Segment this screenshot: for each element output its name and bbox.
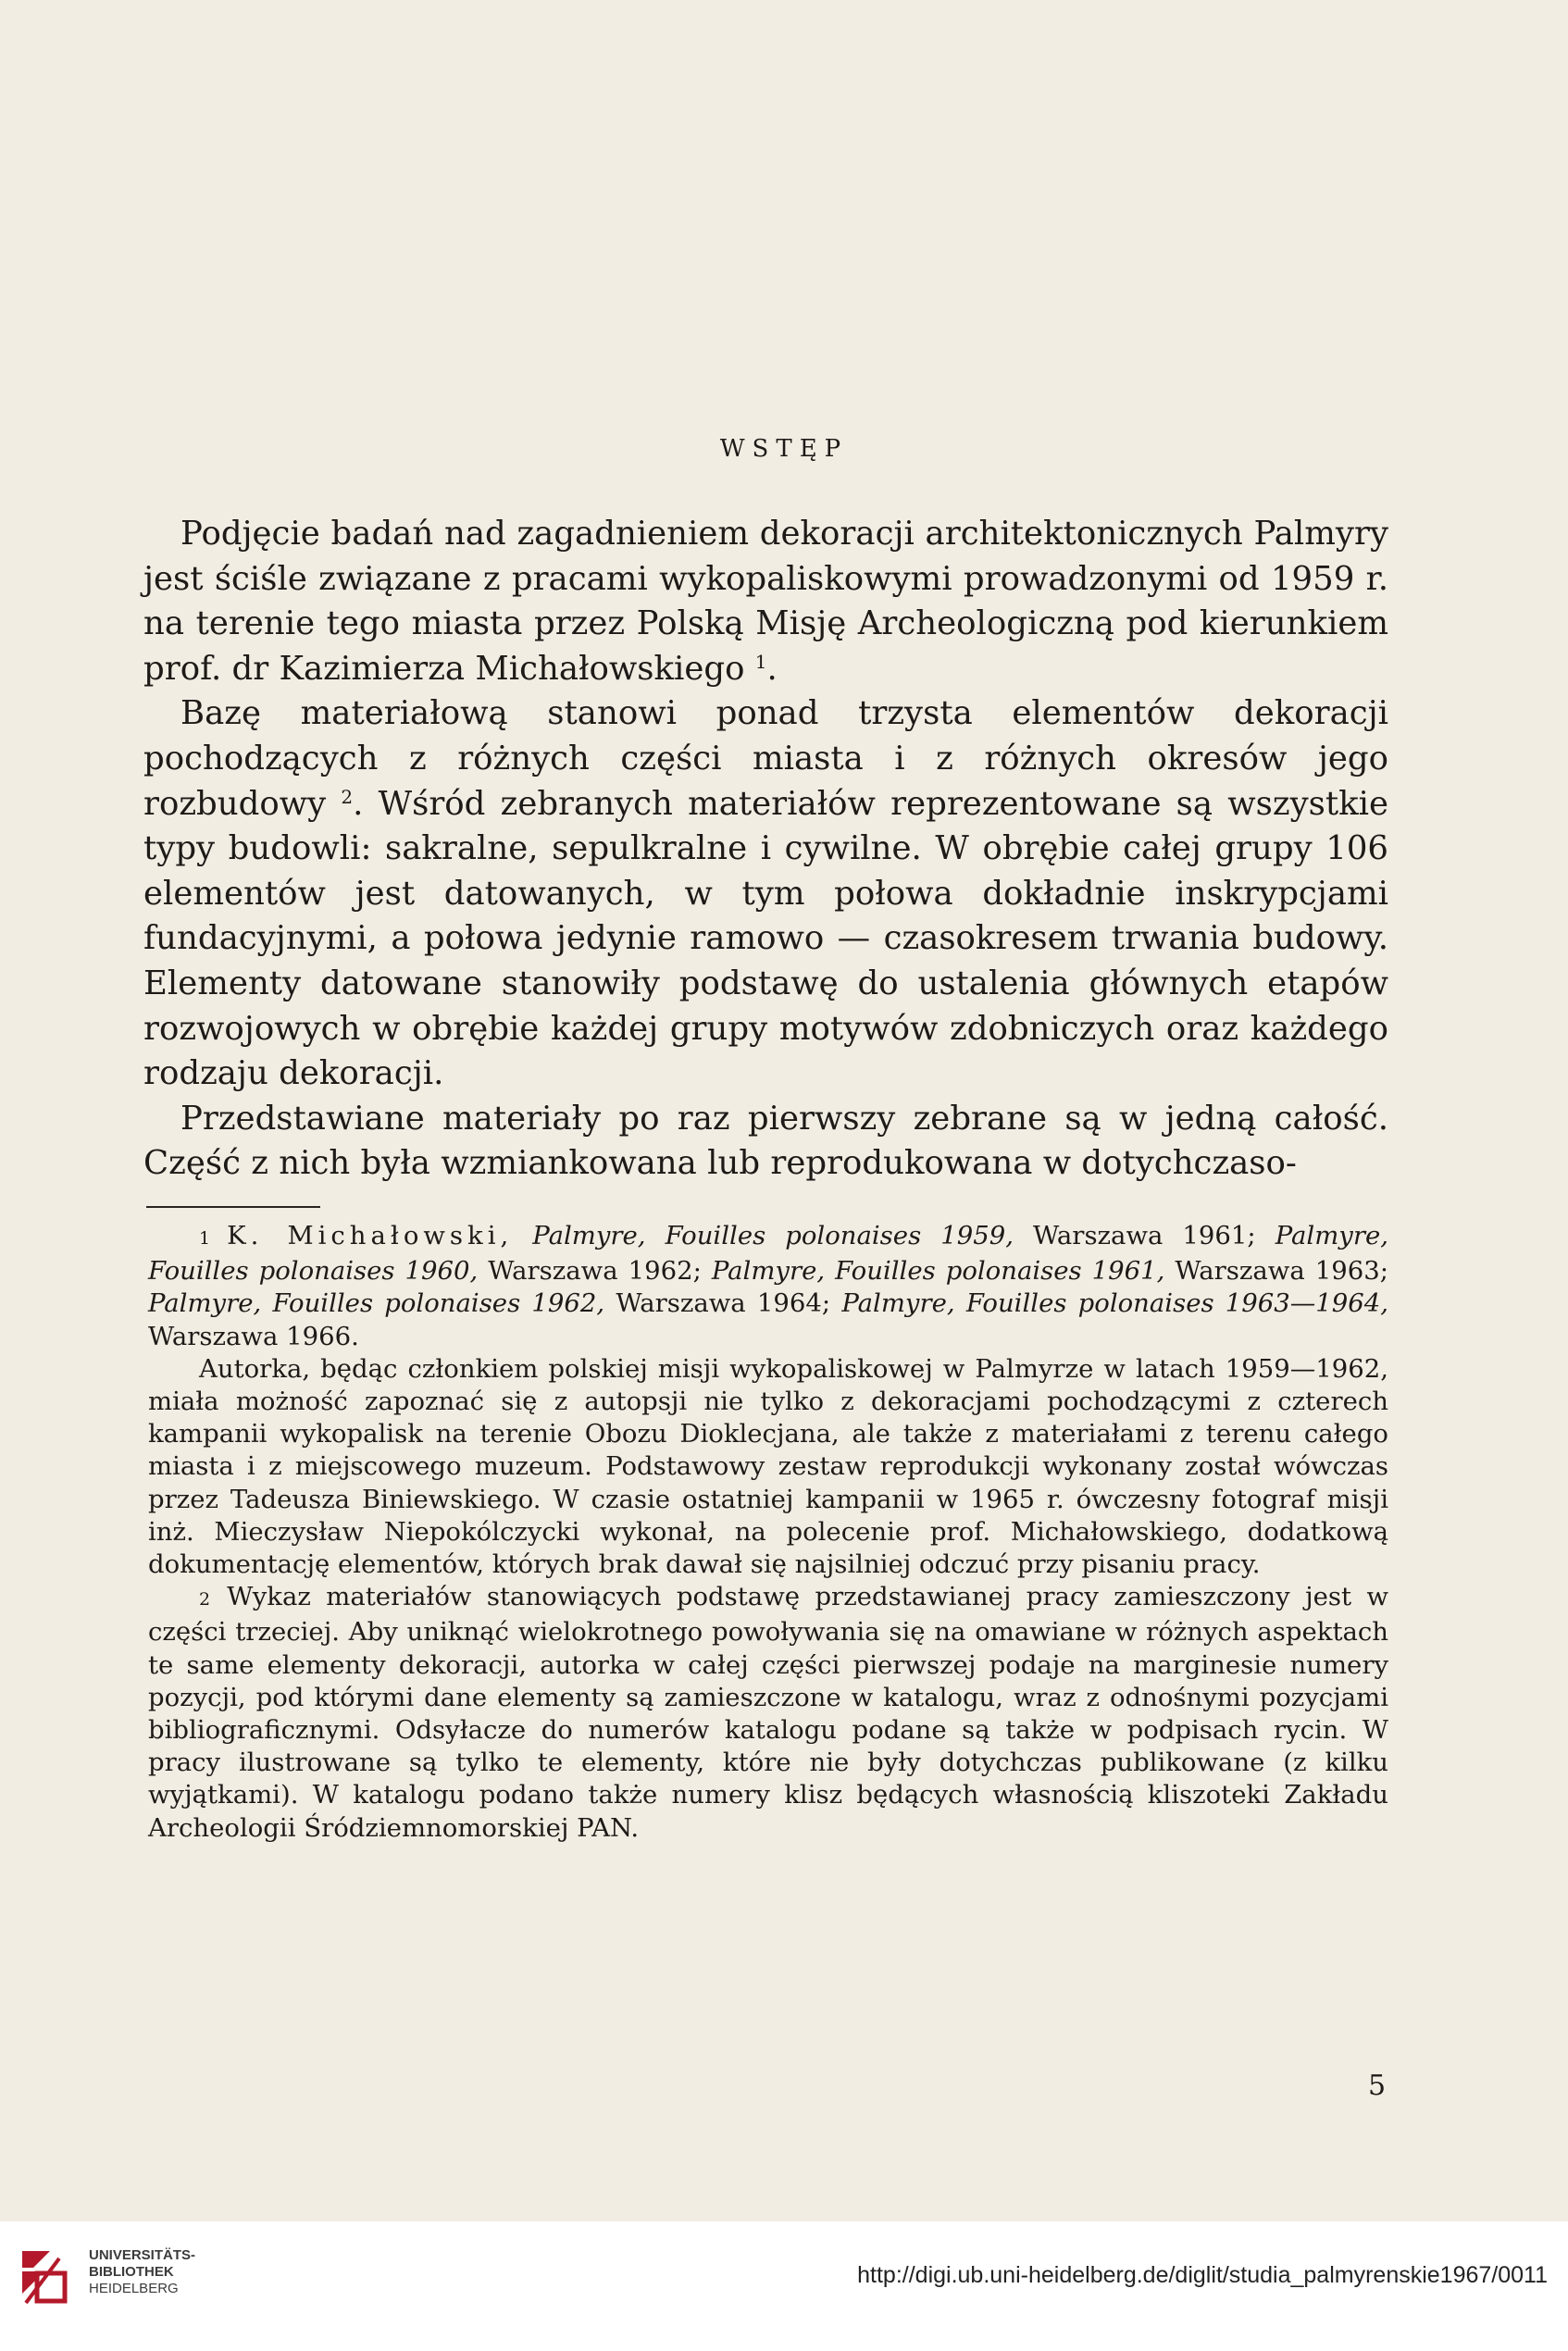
footnote-1-ref-4: Warszawa 1964;: [604, 1288, 842, 1319]
footnote-ref-2[interactable]: 2: [341, 785, 354, 808]
footnote-2-number: 2: [199, 1589, 211, 1611]
footnote-1-author: K. Michałowski,: [227, 1221, 514, 1250]
footnote-ref-1[interactable]: 1: [754, 650, 767, 673]
footnote-1-title-2: Palmyre, Fouilles polonaises 1960,: [148, 1221, 1388, 1287]
paragraph-1-end: .: [766, 649, 778, 688]
chapter-heading: WSTĘP: [719, 435, 849, 463]
paragraph-1-text: Podjęcie badań nad zagadnieniem dekoracji architektonicznych Palmyry jest ściśle związane z pracami wykopaliskowymi prowadzonymi od 1959 r. na terenie tego miasta przez Polską Misję Archeologiczną pod kierunkiem prof. dr Kazimierza Michałowskiego: [143, 515, 1388, 688]
page-number: 5: [1368, 2070, 1387, 2102]
footnote-1-ref-2: Warszawa 1962;: [478, 1256, 712, 1287]
paragraph-2: [143, 691, 1388, 1096]
library-name-line-3: HEIDELBERG: [89, 2281, 179, 2296]
paragraph-1: [143, 512, 1388, 691]
paragraph-2-text-b: . Wśród zebranych materiałów reprezentowane są wszystkie typy budowli: sakralne, sepulkralne i cywilne. W obrębie całej grupy 106 elementów jest datowanych, w tym połowa dokładnie inskrypcjami fundacyjnymi, a połowa jedynie ramowo — czasokresem trwania budowy. Elementy datowane stanowiły podstawę do ustalenia głównych etapów rozwojowych w obrębie każdej grupy motywów zdobniczych oraz każdego rodzaju dekoracji.: [143, 784, 1388, 1093]
paragraph-3: Przedstawiane materiały po raz pierwszy zebrane są w jedną całość. Część z nich była wzmiankowana lub reprodukowana w dotychczaso-: [143, 1099, 1388, 1183]
source-url[interactable]: http://digi.ub.uni-heidelberg.de/diglit/studia_palmyrenskie1967/0011: [857, 2262, 1548, 2288]
footnote-1-title-5: Palmyre, Fouilles polonaises 1963—1964,: [841, 1288, 1389, 1319]
footnote-separator: [146, 1206, 320, 1208]
library-name-line-2: BIBLIOTHEK: [89, 2264, 174, 2280]
footnote-2-text: Wykaz materiałów stanowiących podstawę przedstawianej pracy zamieszczony jest w części trzeciej. Aby uniknąć wielokrotnego powoływania się na omawiane w różnych aspektach te same elementy dekoracji, autorka w całej części pierwszej podaje na marginesie numery pozycji, pod którymi dane elementy są zamieszczone w katalogu, wraz z odnośnymi pozycjami bibliograficznymi. Odsyłacze do numerów katalogu podane są także w podpisach rycin. W pracy ilustrowane są tylko te elementy, które nie były dotychczas publikowane (z kilku wyjątkami). W katalogu podano także numery klisz będących własnością kliszoteki Zakładu Archeologii Śródziemnomorskiej PAN.: [148, 1582, 1388, 1843]
footnote-1-ref-1: Warszawa 1961;: [1013, 1221, 1276, 1250]
footnote-1: [148, 1220, 1388, 1353]
viewer-footer: [0, 2221, 1568, 2351]
footnote-1-ref-5: Warszawa 1966.: [148, 1321, 359, 1351]
footnotes: [148, 1220, 1388, 1845]
footnote-1-number: 1: [199, 1228, 211, 1249]
library-name[interactable]: [89, 2247, 195, 2297]
university-library-logo-icon[interactable]: [17, 2245, 70, 2307]
footnote-1-ref-3: Warszawa 1963;: [1164, 1256, 1388, 1287]
footnote-1-title-3: Palmyre, Fouilles polonaises 1961,: [711, 1256, 1165, 1287]
main-text: [143, 512, 1388, 1187]
footnote-1-continuation: Autorka, będąc członkiem polskiej misji wykopaliskowej w Palmyrze w latach 1959—1962, miała możność zapoznać się z autopsji nie tylko z dekoracjami pochodzącymi z czterech kampanii wykopalisk na terenie Obozu Dioklecjana, ale także z materiałami z terenu całego miasta i z miejscowego muzeum. Podstawowy zestaw reprodukcji wykonany został wówczas przez Tadeusza Biniewskiego. W czasie ostatniej kampanii w 1965 r. ówczesny fotograf misji inż. Mieczysław Niepokólczycki wykonał, na polecenie prof. Michałowskiego, dodatkową dokumentację elementów, których brak dawał się najsilniej odczuć przy pisaniu pracy.: [148, 1353, 1388, 1580]
footnote-1-title-1: Palmyre, Fouilles polonaises 1959,: [532, 1221, 1014, 1250]
paragraph-2-text-a: Bazę materiałową stanowi ponad trzysta elementów dekoracji pochodzących z różnych części miasta i z różnych okresów jego rozbudowy: [143, 694, 1388, 823]
library-name-line-1: UNIVERSITÄTS-: [89, 2247, 196, 2263]
footnote-1-title-4: Palmyre, Fouilles polonaises 1962,: [148, 1288, 605, 1319]
footnote-2: [148, 1581, 1388, 1845]
